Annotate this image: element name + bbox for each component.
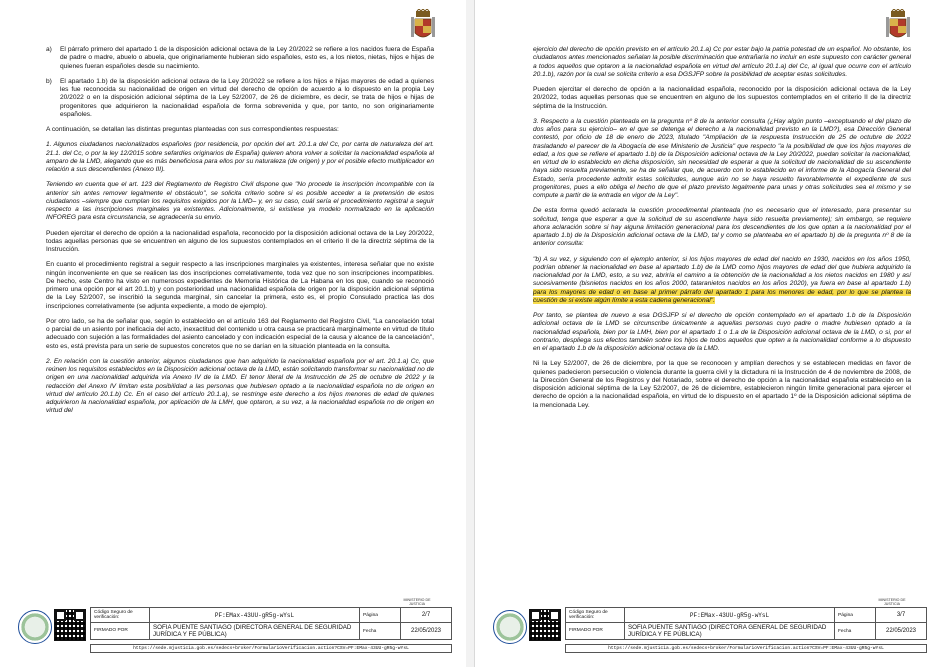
csv-label: Código Seguro de verificación: [91,608,150,623]
list-text: El párrafo primero del apartado 1 de la disposición adicional octava de la Ley 20/2022 se refiere a los nacidos fuera de España de padre o madre, abuelo o abuela, que originariamente hubieran sido españoles, esto es, a los nietos, nietas, hijos e hijas de quienes fueran españoles desde su nacimiento. [60,46,434,70]
page-body [46,46,434,423]
answer-paragraph: Ni la Ley 52/2007, de 26 de diciembre, por la que se reconocen y amplían derechos y se establecen medidas en favor de quienes padecieron persecución o violencia durante la guerra civil y la dictadura ni la Instrucción de 4 de noviembre de 2008, de la Dirección General de los Registros y del Notariado, sobre el derecho de opción a la nacionalidad española establecido en la disposición adicional séptima de la Ley 52/2007, de 26 de diciembre, establecieron ningún límite generacional para ejercer el derecho de opción a la nacionalidad española, en virtud de lo dispuesto en el apartado 1º de la Disposición adicional séptima de la mencionada Ley. [533,360,911,409]
answer-paragraph: Por otro lado, se ha de señalar que, según lo establecido en el artículo 163 del Reglamento del Registro Civil, "La cancelación total o parcial de un asiento por ineficacia del acto, inexactitud del contenido u otra causa se practicará marginalmente en virtud de título adecuado con sujeción a las formalidades del asiento cancelado y con indicación especial de la causa y alcance de la cancelación", esto es, está prevista para un serie de supuestos concretos que no se darían en la situación planteada en la consulta. [46,317,434,350]
page-value: 2/7 [401,608,452,623]
verification-footer [489,607,927,653]
answer-paragraph: En cuanto el procedimiento registral a seguir respecto a las inscripciones marginales ya existentes, interesa señalar que no existe ningún inconveniente en que se realicen las dos inscripciones correlativamente, toda vez que no son inscripciones incompatibles. De hecho, este Centro ha visto en numerosos expedientes de Memoria Histórica de La Habana en los que, cuando se reconoció primero una opción por el art 20.1.b) y con posterioridad una nacionalidad española de origen por la disposición adicional séptima de la Ley 52/2007, se inscribió la segunda marginal, sin cancelar la primera, esto es, el propio Consulado practica las dos inscripciones correlativamente (se adjunta expediente, a modo de ejemplo). [46,261,434,310]
question-paragraph: De esta forma quedó aclarada la cuestión procedimental planteada (no es necesario que el interesado, para presentar su solicitud, tenga que esperar a que la solicitud de su ascendiente haya sido resuelta previamente); sin embargo, se requiere ahora aclaración sobre si hay alguna limitación generacional para los descendientes de los que optan a la nacionalidad por el apartado 1.b) de la Disposición adicional octava de la LMD, tal y como se planteaba en el apartado b) de la pregunta nº 8 de la anterior consulta: [533,207,911,248]
verification-url[interactable]: https://sede.mjusticia.gob.es/sedecs+broker/FormularioVerificacion.action?CSV=PF:EMax-43UU-gR5g-wYsL [565,644,927,653]
page-value: 3/7 [876,608,927,623]
signed-label: FIRMADO POR [566,623,625,640]
date-value: 22/05/2023 [401,623,452,640]
page-body [533,46,911,417]
signed-value: SOFIA PUENTE SANTIAGO (DIRECTORA GENERAL DE SEGURIDAD JURÍDICA Y FE PÚBLICA) [625,623,835,640]
official-seal-icon [18,610,52,644]
signature-table [565,607,927,640]
question-paragraph: Teniendo en cuenta que el art. 123 del Reglamento de Registro Civil dispone que "No procede la inscripción incompatible con la anterior sin antes remover legalmente el obstáculo", se solicita criterio sobre si es posible acceder a la pretensión de estos ciudadanos –siempre que cumplan los requisitos exigidos por la LMD– y, en su caso, cuál sería el procedimiento registral a seguir respecto a las inscripciones marginales ya existentes. Adicionalmente, si existiese ya modelo normalizado en la aplicación INFOREG para esta circunstancia, se agradecería su envío. [46,181,434,222]
qr-code-icon [530,610,560,640]
question-paragraph: Por tanto, se plantea de nuevo a esa DGSJFP si el derecho de opción contemplado en el apartado 1.b de la Disposición adicional octava de la LMD se circunscribe únicamente a aquellas personas cuyo padre o madre hubiesen optado a la nacionalidad española, bien por la LMH, bien por el apartado 1 o 1.a de la Disposición adicional octava de la LMD, o si, por el contrario, despliega sus efectos también sobre los hijos de todos aquellos que opten a la nacionalidad conforme a lo dispuesto en el apartado 1.b de la disposición adicional octava de la LMD. [533,312,911,352]
qr-code-icon [55,610,85,640]
answer-paragraph: Pueden ejercitar el derecho de opción a la nacionalidad española, reconocido por la disposición adicional octava de la Ley 20/2022, todas aquellas personas que se encuentren en alguno de los supuestos contemplados en el criterio II de la directriz séptima de la Instrucción. [46,229,434,253]
page-label: Página [835,608,876,623]
quote-text: "b) A su vez, y siguiendo con el ejemplo anterior, si los hijos mayores de edad del nacido en 1930, nacidos en los años 1950, podrían obtener la nacionalidad en base al apartado 1.b) de la LMD como hijos mayores de edad del que hubiera adquirido la nacionalidad por la LMD, esto, a su vez, abriría el camino a la obtención de la nacionalidad a los nietos nacidos en 1980 y así sucesivamente (bisnietos nacidos en los años 2000, tataranietos nacidos en los años 2020), ya fuera en base al apartado 1.b) [533,255,911,288]
question-paragraph: 3. Respecto a la cuestión planteada en la pregunta nº 8 de la anterior consulta (¿Hay algún punto –exceptuando el del plazo de dos años para su ejercicio– en el que se detenga el derecho a la nacionalidad previsto en la LMD?), esa Dirección General contestó, por oficio de 18 de enero de 2023, titulado "Ampliación de la respuesta Instrucción de 25 de octubre de 2022 trasladando el parecer de la Abogacía de ese Ministerio de Justicia" que respecto "a la posibilidad de que los hijos mayores de edad, a los que se refiere el apartado 1.b) de la Disposición adicional octava de la Ley 20/2022, puedan solicitar la nacionalidad, en virtud de lo establecido en dicha disposición, sin necesidad de esperar a que la solicitud de nacionalidad de su ascendiente haya sido resuelta previamente, se ha de señalar que, de acuerdo con lo establecido en el informe de la Abogacía General del Estado, sería procedente admitir estas solicitudes, aunque aún no se haya resuelto favorablemente el expediente de sus progenitores, pues a ello obliga el hecho de que el plazo previsto legalmente para unas y otras solicitudes sea el mismo y se compute a partir de la entrada en vigor de la Ley". [533,117,911,199]
verification-footer [14,607,452,653]
csv-value: PF:EMax-43UU-gR5g-wYsL [625,608,835,623]
document-page-2 [0,0,466,667]
date-label: Fecha [835,623,876,640]
list-label: b) [46,77,52,85]
list-item [46,78,434,119]
question-paragraph: ejercicio del derecho de opción previsto en el artículo 20.1.a) Cc por estar bajo la patria potestad de un español. No obstante, los ciudadanos antes mencionados señalan la posible discriminación que entrañaría no incluir en este supuesto con carácter general a todos aquellos que optaron a la nacionalidad española en virtud del artículo 20.1.a) del Cc, al igual que ocurre con el artículo 20.1.b), razón por la cual se solicita criterio a esa DGSJFP sobre la posibilidad de aceptar estas solicitudes. [533,46,911,78]
paragraph: A continuación, se detallan las distintas preguntas planteadas con sus correspondientes respuestas: [46,126,339,133]
csv-label: Código Seguro de verificación: [566,608,625,623]
list-label: a) [46,46,52,53]
coat-of-arms-icon [885,9,911,43]
ministry-mark: MINISTERIO DE JUSTICIA [403,598,431,607]
date-label: Fecha [360,623,401,640]
coat-of-arms-icon [410,9,436,43]
page-gutter [466,0,474,667]
date-value: 22/05/2023 [876,623,927,640]
page-label: Página [360,608,401,623]
csv-value: PF:EMax-43UU-gR5g-wYsL [150,608,360,623]
question-paragraph: 1. Algunos ciudadanos nacionalizados españoles (por residencia, por opción del art. 20.1.a del Cc, por carta de naturaleza del art. 21.1. del Cc, o por la ley 12/2015 sobre sefardíes originarios de España) quieren ahora volver a solicitar la nacionalidad española al amparo de la LMD, alegando que es más beneficiosa para ellos por su naturaleza (de origen) y por el posible efecto multiplicador en relación a sus descendientes (Anexo III). [46,141,434,173]
highlighted-text: para los mayores de edad o en base al primer párrafo del apartado 1 para los menores de edad, por lo que se plantea la cuestión de si existe algún límite a esta cadena generacional". [533,288,911,304]
official-seal-icon [493,610,527,644]
signature-table [90,607,452,640]
verification-url[interactable]: https://sede.mjusticia.gob.es/sedecs+broker/FormularioVerificacion.action?CSV=PF:EMax-43UU-gR5g-wYsL [90,644,452,653]
signed-label: FIRMADO POR [91,623,150,640]
ministry-mark: MINISTERIO DE JUSTICIA [878,598,906,607]
document-page-3 [474,0,940,667]
signed-value: SOFIA PUENTE SANTIAGO (DIRECTORA GENERAL DE SEGURIDAD JURÍDICA Y FE PÚBLICA) [150,623,360,640]
question-paragraph: 2. En relación con la cuestión anterior, algunos ciudadanos que han adquirido la nacionalidad española por el art. 20.1.a) Cc, que reúnen los requisitos establecidos en la Disposición adicional octava de la LMD, están solicitando transformar su nacionalidad no de origen en una nacionalidad adquirida vía Anexo IV de la LMD. El tenor literal de la Instrucción de 25 de octubre de 2022 y la redacción del Anexo IV limitan esta posibilidad a las personas que hubiesen optado a la nacionalidad española no de origen en virtud del artículo 20.1.b) Cc. En el caso del artículo 20.1.a), se restringe este derecho a los hijos menores de edad de quienes adquirieron la nacionalidad española, por aplicación de la LMH, que optaron, a su vez, a la nacionalidad española no de origen en virtud del [46,357,434,415]
list-item [46,46,434,71]
list-text: El apartado 1.b) de la disposición adicional octava de la Ley 20/2022 se refiere a los hijos e hijas mayores de edad a quienes les fue reconocida su nacionalidad de origen en virtud del derecho de opción de acuerdo a lo dispuesto en la propia Ley 20/2022 o en la disposición adicional séptima de la Ley 52/2007, de 26 de diciembre, es decir, se trata de hijos e hijas de progenitores que adquirieron la nacionalidad española de forma sobrevenida y que, por tanto, no son originariamente españoles. [60,77,434,118]
quoted-paragraph [533,256,911,306]
answer-paragraph: Pueden ejercitar el derecho de opción a la nacionalidad española, reconocido por la disposición adicional octava de la Ley 20/2022, todas aquellas personas que se encuentren en alguno de los supuestos contemplados en el criterio II de la directriz séptima de la Instrucción. [533,86,911,110]
